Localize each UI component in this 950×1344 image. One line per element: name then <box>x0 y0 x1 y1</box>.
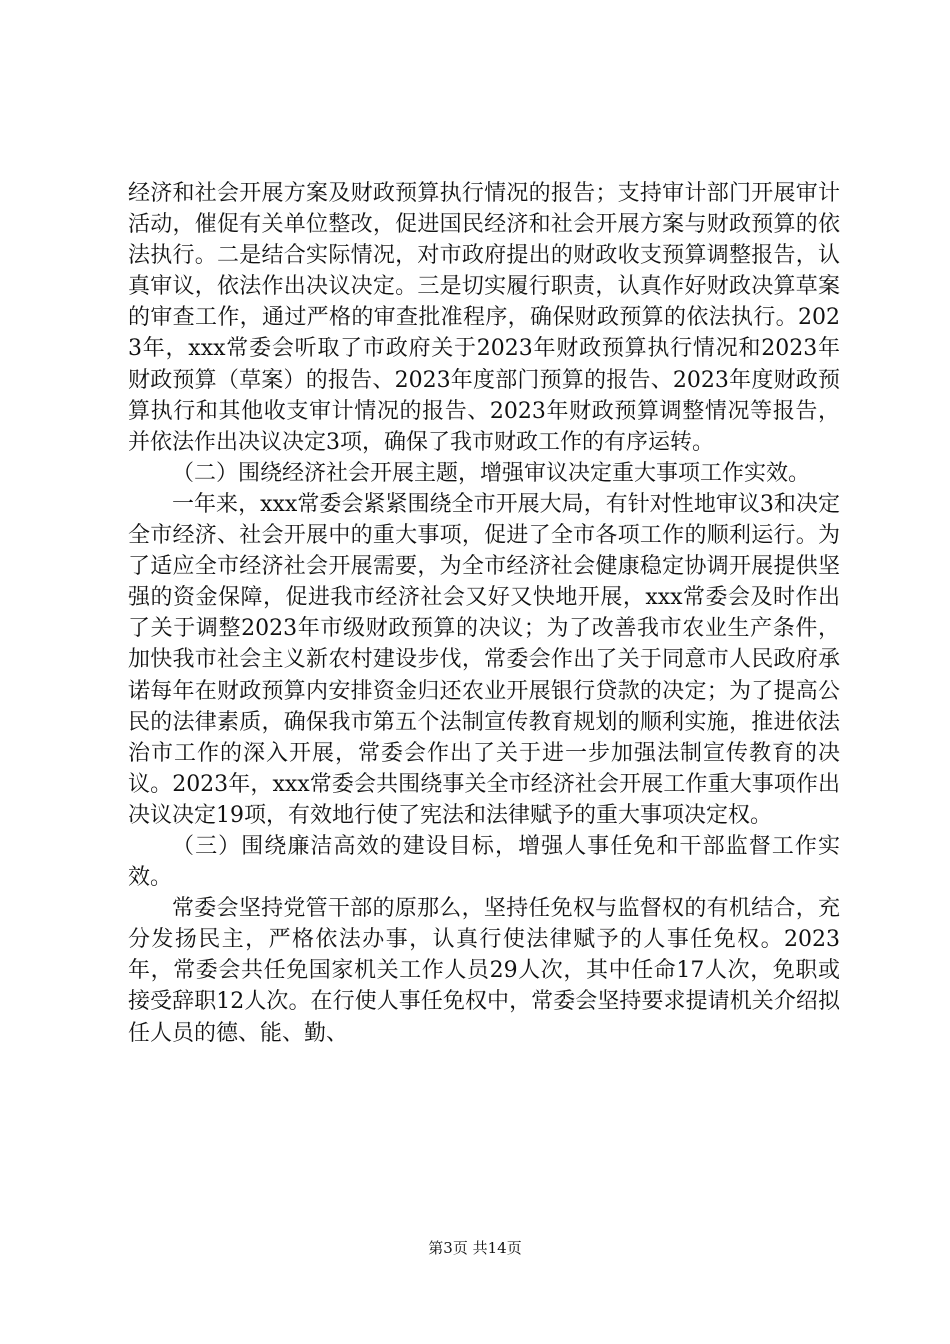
paragraph-major-matters: 一年来，xxx常委会紧紧围绕全市开展大局，有针对性地审议3和决定全市经济、社会开展中的重大事项，促进了全市各项工作的顺利运行。为了适应全市经济社会开展需要，为全市经济社会健康稳定协调开展提供坚强的资金保障，促进我市经济社会又好又快地开展，xxx常委会及时作出了关于调整2023年市级财政预算的决议；为了改善我市农业生产条件，加快我市社会主义新农村建设步伐，常委会作出了关于同意市人民政府承诺每年在财政预算内安排资金归还农业开展银行贷款的决定；为了提高公民的法律素质，确保我市第五个法制宣传教育规划的顺利实施，推进依法治市工作的深入开展，常委会作出了关于进一步加强法制宣传教育的决议。2023年，xxx常委会共围绕事关全市经济社会开展工作重大事项作出决议决定19项，有效地行使了宪法和法律赋予的重大事项决定权。 <box>128 491 840 828</box>
body-text <box>128 178 840 1049</box>
heading-section-2: （二）围绕经济社会开展主题，增强审议决定重大事项工作实效。 <box>172 460 811 486</box>
paragraph-personnel-appointments: 常委会坚持党管干部的原那么，坚持任免权与监督权的有机结合，充分发扬民主，严格依法办事，认真行使法律赋予的人事任免权。2023年，常委会共任免国家机关工作人员29人次，其中任命17人次，免职或接受辞职12人次。在行使人事任免权中，常委会坚持要求提请机关介绍拟任人员的德、能、勤、 <box>128 896 840 1046</box>
page-footer: 第3页 共14页 <box>428 1239 522 1257</box>
paragraph-budget-oversight: 经济和社会开展方案及财政预算执行情况的报告；支持审计部门开展审计活动，催促有关单位整改，促进国民经济和社会开展方案与财政预算的依法执行。二是结合实际情况，对市政府提出的财政收支预算调整报告，认真审议，依法作出决议决定。三是切实履行职责，认真作好财政决算草案的审查工作，通过严格的审查批准程序，确保财政预算的依法执行。2023年，xxx常委会听取了市政府关于2023年财政预算执行情况和2023年财政预算（草案）的报告、2023年度部门预算的报告、2023年度财政预算执行和其他收支审计情况的报告、2023年财政预算调整情况等报告，并依法作出决议决定3项，确保了我市财政工作的有序运转。 <box>128 181 840 455</box>
heading-section-3: （三）围绕廉洁高效的建设目标，增强人事任免和干部监督工作实效。 <box>128 833 840 891</box>
